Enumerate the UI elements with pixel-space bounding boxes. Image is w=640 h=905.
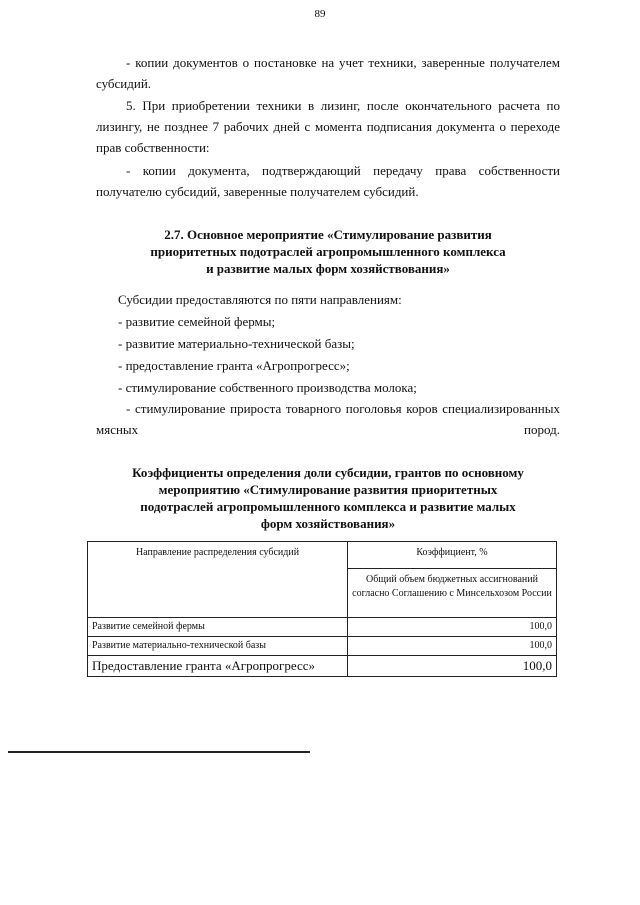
list-lead: Субсидии предоставляются по пяти направлениям: (118, 292, 402, 307)
intro-paragraph-2: 5. При приобретении техники в лизинг, после окончательного расчета по лизингу, не позднее 7 рабочих дней с момента подписания документа о переходе прав собственности: (96, 98, 560, 155)
page-number: 89 (314, 8, 326, 20)
list-item: - стимулирование собственного производства молока; (118, 380, 417, 395)
list-item: - предоставление гранта «Агропрогресс»; (118, 358, 350, 373)
coefficients-heading-line: форм хозяйствования» (260, 516, 396, 531)
intro-paragraph-1: - копии документов о постановке на учет техники, заверенные получателем субсидий. (96, 55, 560, 91)
table-cell-value: 100,0 (348, 618, 557, 637)
table-row (88, 637, 557, 656)
table-cell-value: 100,0 (348, 637, 557, 656)
coefficients-heading (96, 464, 560, 532)
coefficients-table (87, 541, 557, 677)
section-heading-line: 2.7. Основное мероприятие «Стимулирование развития (164, 227, 492, 242)
table-cell-direction: Предоставление гранта «Агропрогресс» (88, 656, 348, 677)
table-cell-direction: Развитие материально-технической базы (88, 637, 348, 656)
table-row (88, 618, 557, 637)
table-header-coefficient: Коэффициент, % (348, 542, 557, 569)
table-row (88, 656, 557, 677)
table-header-direction: Направление распределения субсидий (88, 542, 348, 618)
intro-paragraph-3: - копии документа, подтверждающий передачу права собственности получателю субсидий, заверенные получателем субсидий. (96, 163, 560, 199)
coefficients-heading-line: подотраслей агропромышленного комплекса и развитие малых (140, 499, 516, 514)
table-header-row (88, 542, 557, 569)
table-cell-value: 100,0 (348, 656, 557, 677)
section-heading-line: приоритетных подотраслей агропромышленного комплекса (150, 244, 506, 259)
coefficients-heading-line: Коэффициенты определения доли субсидии, грантов по основному (132, 465, 524, 480)
coefficients-heading-line: мероприятию «Стимулирование развития приоритетных (158, 482, 498, 497)
table-subheader-budget: Общий объем бюджетных ассигнований согласно Соглашению с Минсельхозом России (348, 569, 557, 618)
section-heading-line: и развитие малых форм хозяйствования» (206, 261, 450, 276)
list-item: - развитие материально-технической базы; (118, 336, 355, 351)
list-item-last: - стимулирование прироста товарного поголовья коров специализированных мясных пород. (96, 401, 560, 437)
section-heading (96, 226, 560, 277)
footnote-divider (8, 751, 310, 753)
table-cell-direction: Развитие семейной фермы (88, 618, 348, 637)
list-item: - развитие семейной фермы; (118, 314, 276, 329)
directions-list (118, 289, 560, 399)
